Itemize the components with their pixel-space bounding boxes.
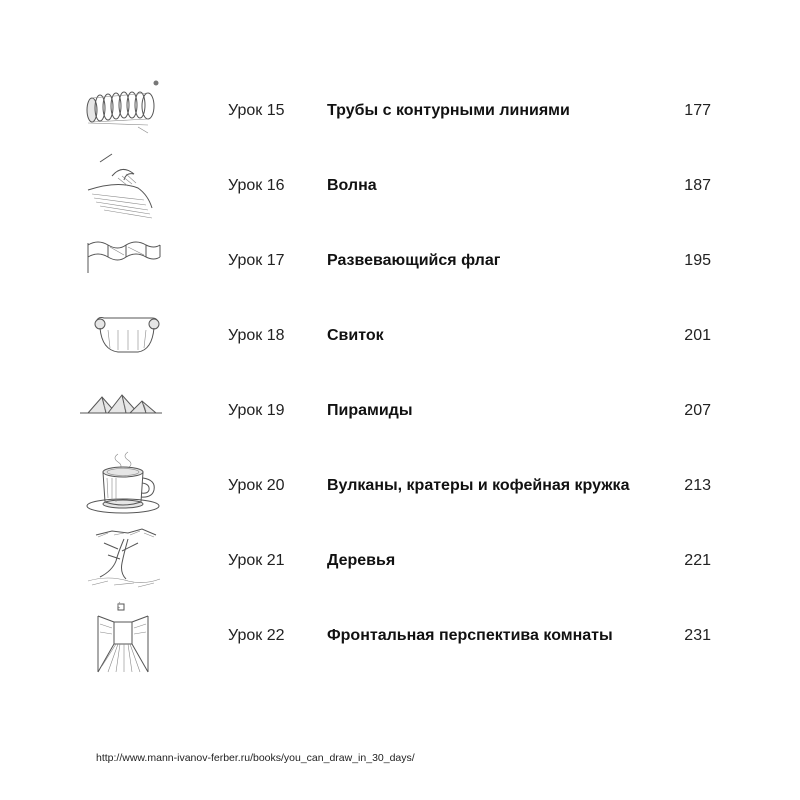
lesson-number: Урок 16 (228, 177, 285, 194)
lesson-title[interactable]: Вулканы, кратеры и кофейная кружка (327, 477, 630, 494)
lesson-title[interactable]: Фронтальная перспектива комнаты (327, 627, 613, 644)
toc-row-lesson-16[interactable] (0, 150, 800, 225)
toc-row-lesson-20[interactable] (0, 450, 800, 525)
lesson-number: Урок 21 (228, 552, 285, 569)
lesson-title[interactable]: Свиток (327, 327, 384, 344)
room-perspective-icon (78, 600, 168, 675)
toc-row-lesson-15[interactable] (0, 75, 800, 150)
toc-row-lesson-22[interactable] (0, 600, 800, 675)
tree-icon (78, 525, 168, 600)
toc-row-lesson-21[interactable] (0, 525, 800, 600)
lesson-number: Урок 15 (228, 102, 285, 119)
lesson-number: Урок 19 (228, 402, 285, 419)
lesson-title[interactable]: Деревья (327, 552, 396, 569)
lesson-number: Урок 20 (228, 477, 285, 494)
coffee-mug-icon (78, 450, 168, 525)
lesson-number: Урок 18 (228, 327, 285, 344)
wave-icon (78, 150, 168, 225)
page-number: 213 (684, 477, 711, 494)
pyramids-icon (78, 375, 168, 450)
page-number: 177 (684, 102, 711, 119)
lesson-number: Урок 22 (228, 627, 285, 644)
lesson-title[interactable]: Пирамиды (327, 402, 413, 419)
lesson-title[interactable]: Развевающийся флаг (327, 252, 501, 269)
scroll-icon (78, 300, 168, 375)
page-number: 195 (684, 252, 711, 269)
page-number: 187 (684, 177, 711, 194)
page-number: 201 (684, 327, 711, 344)
page-number: 231 (684, 627, 711, 644)
tube-coil-icon (78, 75, 168, 150)
page-number: 207 (684, 402, 711, 419)
footer-url-link[interactable]: http://www.mann-ivanov-ferber.ru/books/you_can_draw_in_30_days/ (96, 752, 415, 764)
toc-row-lesson-17[interactable] (0, 225, 800, 300)
toc-row-lesson-18[interactable] (0, 300, 800, 375)
waving-flag-icon (78, 225, 168, 300)
lesson-title[interactable]: Волна (327, 177, 377, 194)
page-number: 221 (684, 552, 711, 569)
lesson-title[interactable]: Трубы с контурными линиями (327, 102, 570, 119)
toc-row-lesson-19[interactable] (0, 375, 800, 450)
lesson-number: Урок 17 (228, 252, 285, 269)
